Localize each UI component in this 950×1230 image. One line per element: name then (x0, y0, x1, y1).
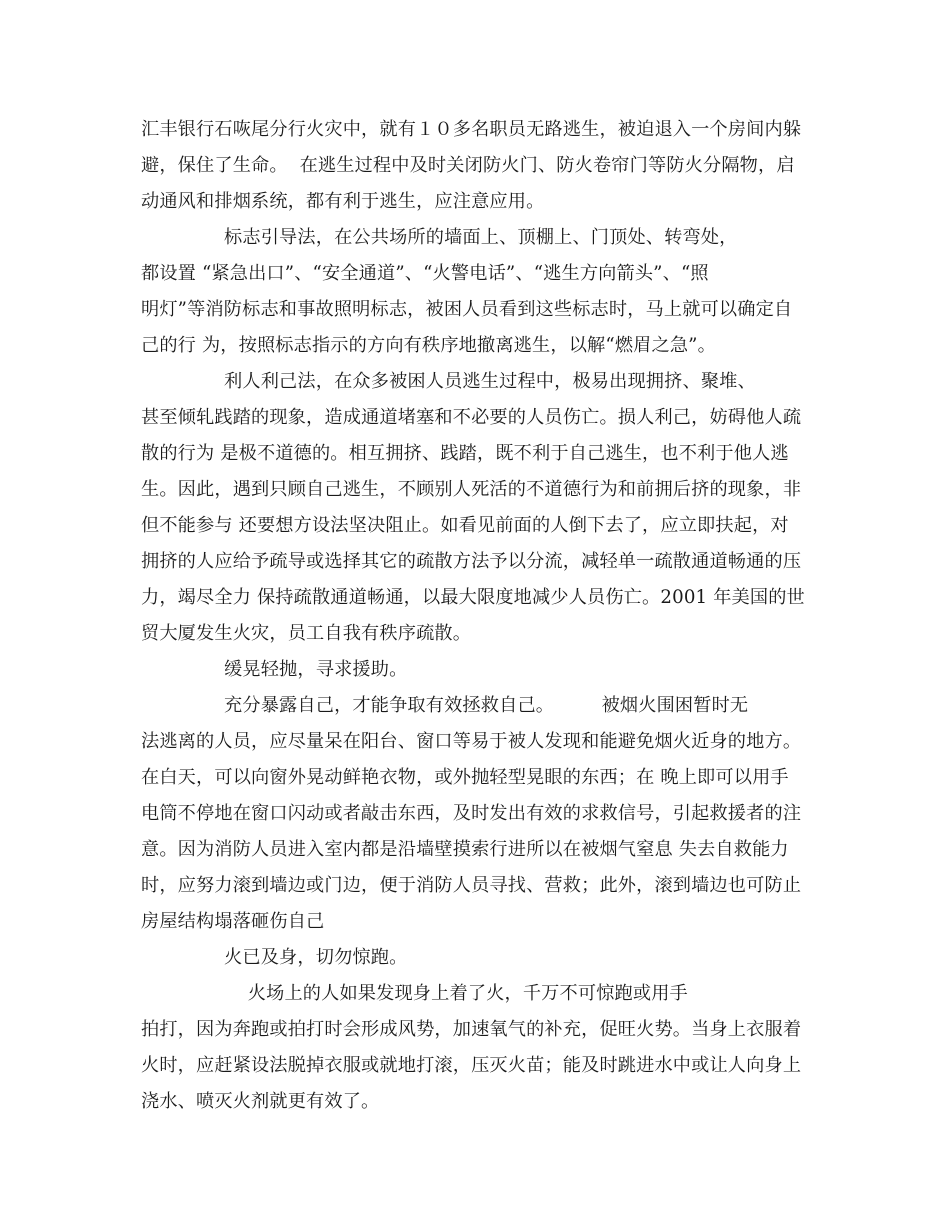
text-line: 电筒不停地在窗口闪动或者敲击东西，及时发出有效的求救信号，引起救援者的注 (141, 803, 802, 824)
text-line: 散的行为 是极不道德的。相互拥挤、践踏，既不利于自己逃生，也不利于他人逃 (141, 443, 789, 464)
text-line: 在白天，可以向窗外晃动鲜艳衣物，或外抛轻型晃眼的东西；在 晚上即可以用手 (141, 767, 789, 788)
text-line: 动通风和排烟系统，都有利于逃生，应注意应用。 (141, 191, 545, 212)
text-line: 生。因此，遇到只顾自己逃生，不顾别人死活的不道德行为和前拥后挤的现象，非 (141, 479, 802, 500)
text-line: 甚至倾轧践踏的现象，造成通道堵塞和不必要的人员伤亡。损人利己，妨碍他人疏 (141, 407, 802, 428)
text-line: 明灯”等消防标志和事故照明标志，被困人员看到这些标志时，马上就可以确定自 (141, 299, 793, 320)
text-line: 汇丰银行石咴尾分行火灾中，就有１０多名职员无路逃生，被迫退入一个房间内躲 (141, 119, 802, 140)
text-line: 贸大厦发生火灾，员工自我有秩序疏散。 (141, 623, 472, 644)
text-line: 己的行 为，按照标志指示的方向有秩序地撤离逃生，以解“燃眉之急”。 (141, 335, 716, 356)
text-line: 法逃离的人员，应尽量呆在阳台、窗口等易于被人发现和能避免烟火近身的地方。 (141, 731, 802, 752)
text-line: 都设置 “紧急出口”、“安全通道”、“火警电话”、“逃生方向箭头”、“照 (141, 263, 709, 284)
text-line: 利人利己法，在众多被困人员逃生过程中，极易出现拥挤、聚堆、 (141, 371, 756, 392)
text-line: 但不能参与 还要想方设法坚决阻止。如看见前面的人倒下去了，应立即扶起，对 (141, 515, 789, 536)
text-line: 火已及身，切勿惊跑。 (141, 947, 408, 968)
text-line: 充分暴露自己，才能争取有效拯救自己。 被烟火围困暂时无 (141, 695, 749, 716)
text-line: 浇水、喷灭火剂就更有效了。 (141, 1091, 380, 1112)
text-line: 缓晃轻抛，寻求援助。 (141, 659, 408, 680)
text-line: 意。因为消防人员进入室内都是沿墙壁摸索行进所以在被烟气窒息 失去自救能力 (141, 839, 789, 860)
text-line: 房屋结构塌落砸伤自己 (141, 911, 325, 932)
text-line: 时，应努力滚到墙边或门边，便于消防人员寻找、营救；此外，滚到墙边也可防止 (141, 875, 802, 896)
text-line: 避，保住了生命。 在逃生过程中及时关闭防火门、防火卷帘门等防火分隔物，启 (141, 155, 795, 176)
text-line: 标志引导法，在公共场所的墙面上、顶棚上、门顶处、转弯处， (141, 227, 738, 248)
text-line: 火场上的人如果发现身上着了火，千万不可惊跑或用手 (141, 983, 688, 1004)
text-line: 火时，应赶紧设法脱掉衣服或就地打滚，压灭火苗；能及时跳进水中或让人向身上 (141, 1055, 802, 1076)
text-line: 力，竭尽全力 保持疏散通道畅通，以最大限度地减少人员伤亡。2001 年美国的世 (141, 587, 805, 608)
text-line: 拥挤的人应给予疏导或选择其它的疏散方法予以分流，减轻单一疏散通道畅通的压 (141, 551, 802, 572)
text-line: 拍打，因为奔跑或拍打时会形成风势，加速氧气的补充，促旺火势。当身上衣服着 (141, 1019, 802, 1040)
